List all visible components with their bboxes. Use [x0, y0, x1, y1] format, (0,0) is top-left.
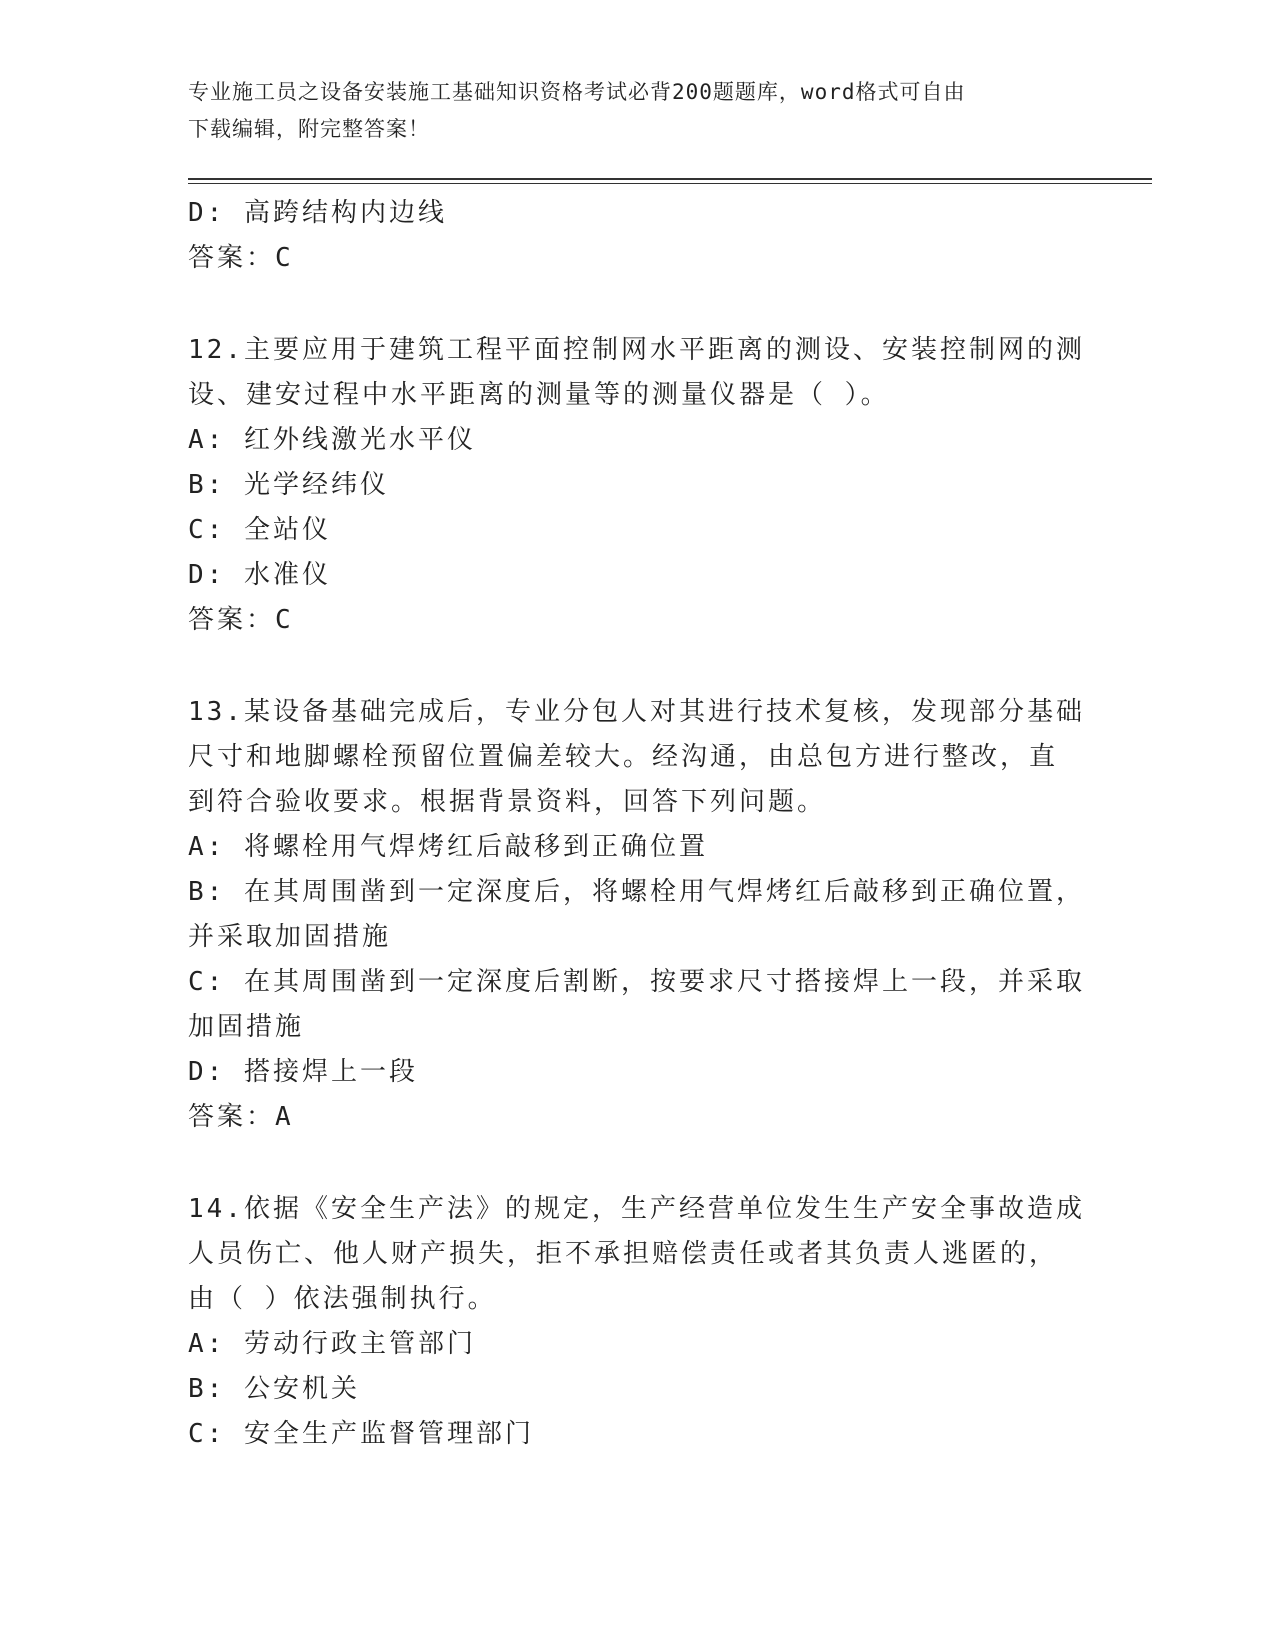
question-stem: 尺寸和地脚螺栓预留位置偏差较大。经沟通，由总包方进行整改，直	[188, 742, 1059, 772]
question-stem: 人员伤亡、他人财产损失，拒不承担赔偿责任或者其负责人逃匿的，	[188, 1239, 1059, 1269]
question-stem: 到符合验收要求。根据背景资料，回答下列问题。	[188, 787, 827, 817]
header-divider-thin	[188, 183, 1152, 184]
spacer	[188, 1140, 1088, 1187]
header-line: 专业施工员之设备安装施工基础知识资格考试必背200题题库，word格式可自由	[188, 80, 966, 104]
document-body	[188, 191, 1088, 1457]
option-c: C: 全站仪	[188, 515, 331, 545]
spacer	[188, 281, 1088, 328]
question-stem: 12.主要应用于建筑工程平面控制网水平距离的测设、安装控制网的测	[188, 335, 1085, 365]
option-c: C: 安全生产监督管理部门	[188, 1419, 534, 1449]
answer: 答案：C	[188, 605, 294, 635]
spacer	[188, 643, 1088, 690]
option-a: A: 劳动行政主管部门	[188, 1329, 476, 1359]
option-a: A: 红外线激光水平仪	[188, 425, 476, 455]
option-b: B: 在其周围凿到一定深度后，将螺栓用气焊烤红后敲移到正确位置，	[188, 877, 1085, 907]
option-c-cont: 加固措施	[188, 1012, 305, 1042]
option-d: D: 搭接焊上一段	[188, 1057, 418, 1087]
option-b: B: 光学经纬仪	[188, 470, 389, 500]
option-b: B: 公安机关	[188, 1374, 360, 1404]
option-b-cont: 并采取加固措施	[188, 922, 392, 952]
page-header	[188, 74, 1068, 148]
answer: 答案：A	[188, 1102, 294, 1132]
option-d: D: 高跨结构内边线	[188, 198, 447, 228]
header-divider	[188, 178, 1152, 180]
question-stem: 由（ ）依法强制执行。	[188, 1284, 497, 1314]
option-a: A: 将螺栓用气焊烤红后敲移到正确位置	[188, 832, 708, 862]
question-12	[188, 328, 1088, 643]
answer: 答案：C	[188, 243, 294, 273]
question-14	[188, 1187, 1088, 1457]
option-d: D: 水准仪	[188, 560, 331, 590]
question-11-tail	[188, 191, 1088, 281]
option-c: C: 在其周围凿到一定深度后割断，按要求尺寸搭接焊上一段，并采取	[188, 967, 1085, 997]
question-stem: 设、建安过程中水平距离的测量等的测量仪器是（ ）。	[188, 380, 890, 410]
header-line: 下载编辑，附完整答案！	[188, 117, 430, 141]
question-13	[188, 690, 1088, 1140]
question-stem: 14.依据《安全生产法》的规定，生产经营单位发生生产安全事故造成	[188, 1194, 1085, 1224]
question-stem: 13.某设备基础完成后，专业分包人对其进行技术复核，发现部分基础	[188, 697, 1085, 727]
